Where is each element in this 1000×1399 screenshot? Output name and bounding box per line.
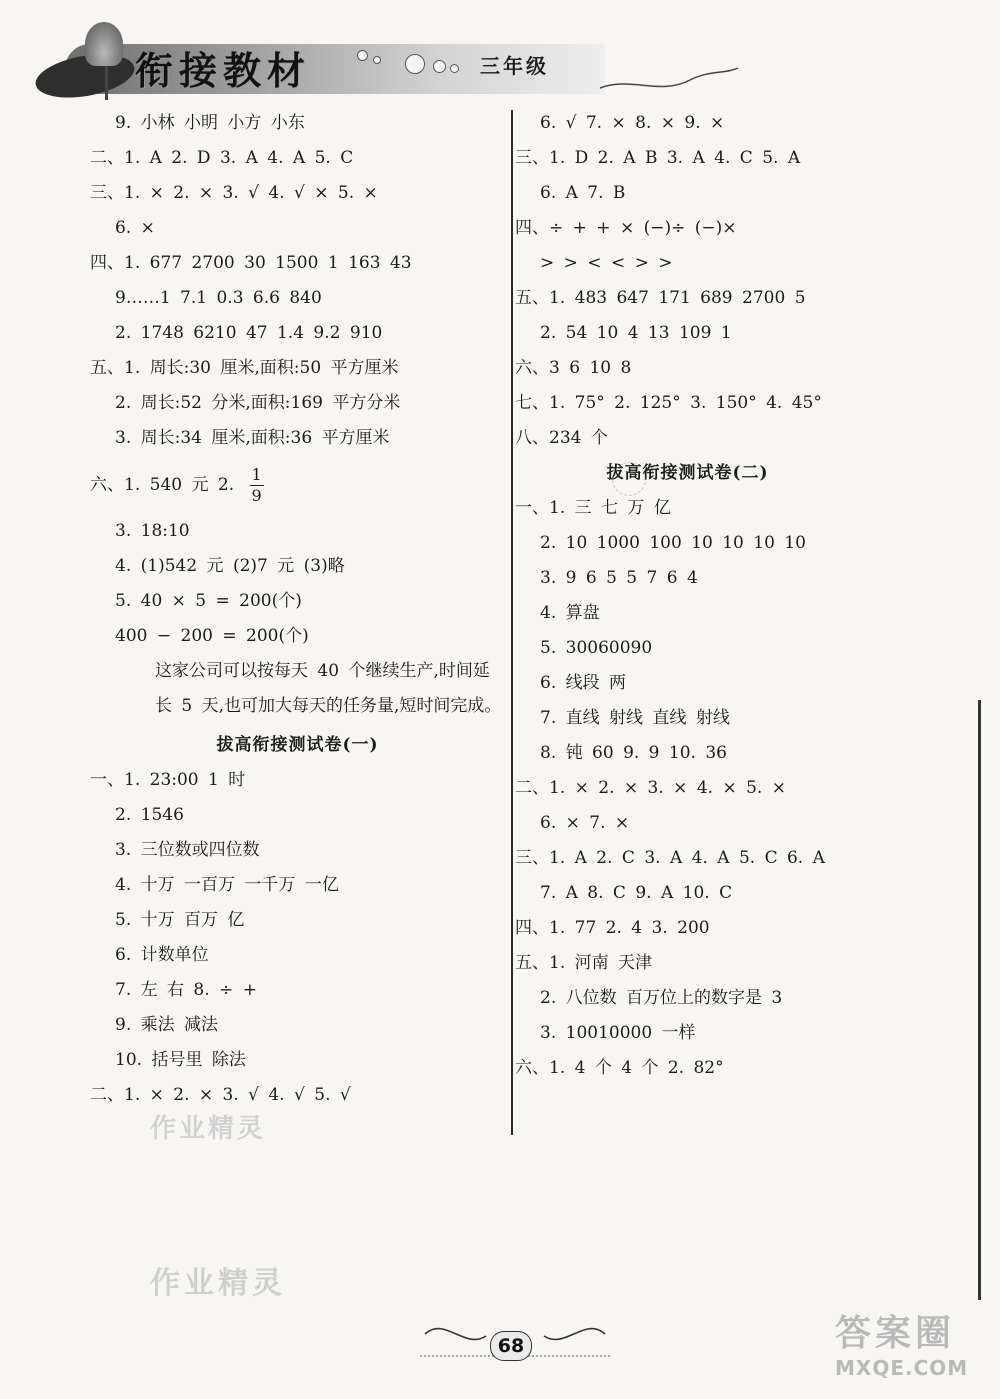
answer-line: 3. 9 6 5 5 7 6 4 xyxy=(540,568,698,588)
answer-line: 三、1. A 2. C 3. A 4. A 5. C 6. A xyxy=(515,848,825,868)
answer-line: 3. 周长:34 厘米,面积:36 平方厘米 xyxy=(115,428,390,448)
answer-line: 3. 10010000 一样 xyxy=(540,1023,696,1043)
dot-icon xyxy=(357,50,368,61)
answer-line: 二、1. × 2. × 3. × 4. × 5. × xyxy=(515,778,786,798)
answer-line: 6. 计数单位 xyxy=(115,945,209,965)
answer-line: 6. √ 7. × 8. × 9. × xyxy=(540,113,725,133)
answer-line: 八、234 个 xyxy=(515,428,608,448)
answer-line: 9. 小林 小明 小方 小东 xyxy=(115,113,305,133)
answer-line: 9. 乘法 减法 xyxy=(115,1015,219,1035)
q6-prefix: 六、1. 540 元 2. xyxy=(90,475,235,495)
answer-line: 5. 40 × 5 = 200(个) xyxy=(115,591,302,611)
left-column xyxy=(90,106,505,1113)
answer-line: 10. 括号里 除法 xyxy=(115,1050,246,1070)
answer-line: 4. 十万 一百万 一千万 一亿 xyxy=(115,875,339,895)
answer-line: 2. 八位数 百万位上的数字是 3 xyxy=(540,988,783,1008)
answer-line: 六、1. 4 个 4 个 2. 82° xyxy=(515,1058,724,1078)
answer-line: 7. 直线 射线 直线 射线 xyxy=(540,708,730,728)
answer-line: 7. 左 右 8. ÷ + xyxy=(115,980,257,1000)
answer-line: 2. 周长:52 分米,面积:169 平方分米 xyxy=(115,393,401,413)
answer-line: 五、1. 483 647 171 689 2700 5 xyxy=(515,288,806,308)
answer-line: 四、1. 677 2700 30 1500 1 163 43 xyxy=(90,253,412,273)
answer-line: 3. 18:10 xyxy=(115,521,190,541)
answer-line: 二、1. A 2. D 3. A 4. A 5. C xyxy=(90,148,354,168)
watermark: 作业精灵 xyxy=(150,1114,267,1144)
corner-watermark-logo xyxy=(835,1305,985,1393)
logo-url: MXQE.COM xyxy=(835,1356,969,1380)
brand-title: 衔接教材 xyxy=(135,48,312,93)
column-divider xyxy=(511,110,513,1135)
stamp-mark-icon xyxy=(612,462,646,496)
explanation-paragraph: 这家公司可以按每天 40 个继续生产,时间延长 5 天,也可加大每天的任务量,短时间完成。 xyxy=(155,661,502,716)
answer-line: 三、1. D 2. A B 3. A 4. C 5. A xyxy=(515,148,801,168)
answer-line: 2. 1546 xyxy=(115,805,184,825)
answer-line: 4. 算盘 xyxy=(540,603,600,623)
fraction-numerator: 1 xyxy=(251,465,262,484)
answer-line: 四、÷ + + × (−)÷ (−)× xyxy=(515,218,737,238)
lotus-flower-icon xyxy=(85,22,123,66)
grade-label: 三年级 xyxy=(480,54,549,78)
answer-line: 6. 线段 两 xyxy=(540,673,627,693)
answer-line: 6. × 7. × xyxy=(540,813,630,833)
answer-line: 9……1 7.1 0.3 6.6 840 xyxy=(115,288,322,308)
page-header xyxy=(25,10,585,98)
answer-line: 7. A 8. C 9. A 10. C xyxy=(540,883,733,903)
logo-text: 答案圈 xyxy=(835,1313,956,1354)
answer-line: > > < < > > xyxy=(540,253,673,273)
answer-line: 七、1. 75° 2. 125° 3. 150° 4. 45° xyxy=(515,393,822,413)
answer-line: 5. 30060090 xyxy=(540,638,653,658)
answer-line: 5. 十万 百万 亿 xyxy=(115,910,245,930)
right-column xyxy=(515,106,860,1086)
answer-line: 2. 10 1000 100 10 10 10 10 xyxy=(540,533,806,553)
dot-icon xyxy=(450,64,459,73)
answer-line: 3. 三位数或四位数 xyxy=(115,840,260,860)
answer-line: 4. (1)542 元 (2)7 元 (3)略 xyxy=(115,556,345,576)
answer-line: 四、1. 77 2. 4 3. 200 xyxy=(515,918,710,938)
answer-line: 8. 钝 60 9. 9 10. 36 xyxy=(540,743,727,763)
section-heading-test-2: 拔高衔接测试卷(二) xyxy=(606,463,769,483)
answer-line: 6. × xyxy=(115,218,155,238)
answer-line: 六、3 6 10 8 xyxy=(515,358,632,378)
answer-line: 6. A 7. B xyxy=(540,183,626,203)
answer-line: 二、1. × 2. × 3. √ 4. √ 5. √ xyxy=(90,1085,351,1105)
answer-line: 五、1. 河南 天津 xyxy=(515,953,653,973)
watermark: 作业精灵 xyxy=(150,1266,286,1301)
lotus-stem-icon xyxy=(105,66,108,100)
section-heading-test-1: 拔高衔接测试卷(一) xyxy=(216,735,379,755)
answer-line: 五、1. 周长:30 厘米,面积:50 平方厘米 xyxy=(90,358,399,378)
dot-icon xyxy=(433,60,446,73)
answer-line: 一、1. 三 七 万 亿 xyxy=(515,498,671,518)
answer-line: 2. 54 10 4 13 109 1 xyxy=(540,323,732,343)
dot-icon xyxy=(405,54,425,74)
answer-line: 一、1. 23:00 1 时 xyxy=(90,770,246,790)
answer-line: 400 − 200 = 200(个) xyxy=(115,626,309,646)
page-number: 68 xyxy=(490,1331,532,1361)
page-edge-line xyxy=(978,700,981,1300)
answer-line-q6 xyxy=(90,456,505,514)
dot-icon xyxy=(373,56,381,64)
swirl-ornament-icon xyxy=(600,66,740,96)
answer-line: 2. 1748 6210 47 1.4 9.2 910 xyxy=(115,323,383,343)
fraction-denominator: 9 xyxy=(251,486,262,505)
fraction xyxy=(250,465,264,506)
answer-line: 三、1. × 2. × 3. √ 4. √ × 5. × xyxy=(90,183,378,203)
